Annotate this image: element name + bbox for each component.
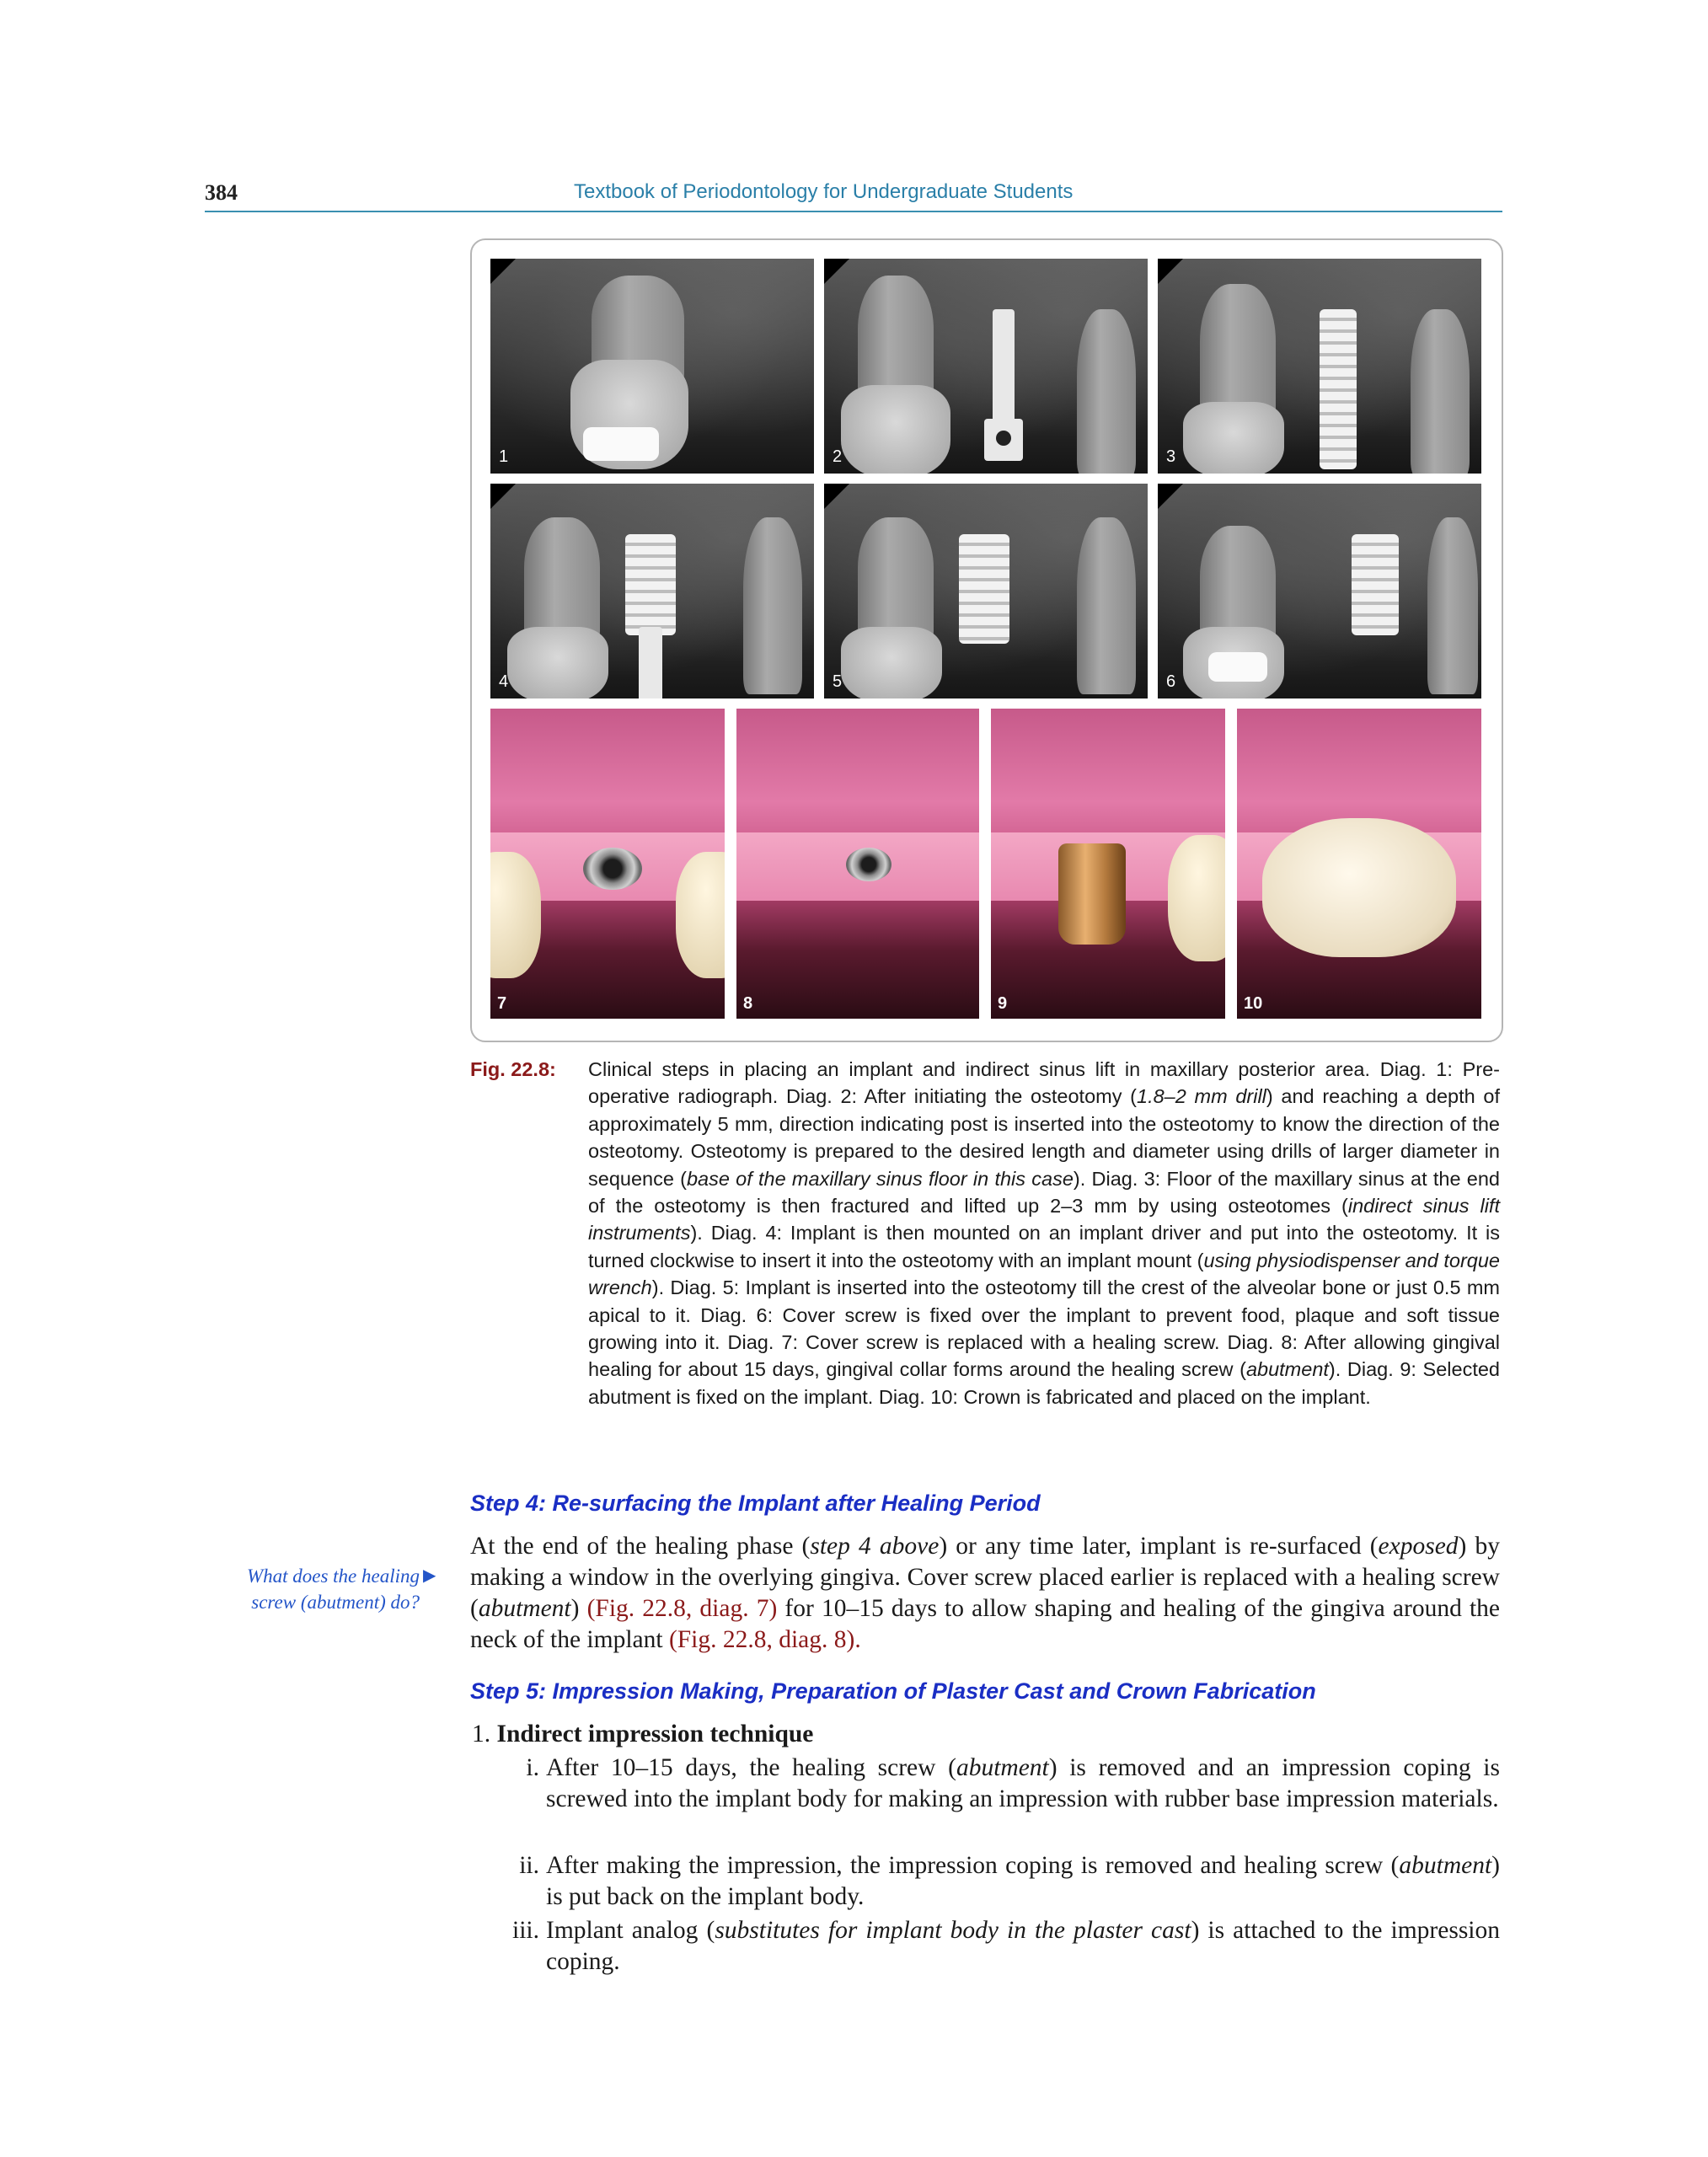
radiograph-panel-2 bbox=[824, 259, 1148, 474]
panel-number: 2 bbox=[833, 447, 843, 466]
figure-reference-link[interactable]: (Fig. 22.8, diag. 8). bbox=[668, 1626, 861, 1653]
panel-number: 7 bbox=[497, 994, 507, 1013]
panel-number: 1 bbox=[499, 447, 509, 466]
figure-label: Fig. 22.8: bbox=[470, 1058, 556, 1080]
margin-question: What does the healing screw (abutment) do? bbox=[246, 1566, 420, 1613]
step-4-paragraph: At the end of the healing phase (step 4 above) or any time later, implant is re-surfaced (exposed) by making a window in the overlying gingiva. Cover screw placed earlier is replaced with a healing screw (abutment) (Fig. 22.8, diag. 7) for 10–15 days to allow shaping and healing of the gingiva around the neck of the implant (Fig. 22.8, diag. 8). bbox=[470, 1533, 1500, 1653]
radiograph-panel-3 bbox=[1158, 259, 1481, 474]
step-5-heading: Step 5: Impression Making, Preparation of Plaster Cast and Crown Fabrication bbox=[470, 1678, 1316, 1704]
figure-reference-link[interactable]: (Fig. 22.8, diag. 7) bbox=[586, 1595, 778, 1622]
clinical-photo-panel-9 bbox=[991, 709, 1225, 1019]
panel-number: 9 bbox=[998, 994, 1008, 1013]
panel-number: 5 bbox=[833, 672, 843, 691]
panel-number: 4 bbox=[499, 672, 509, 691]
clinical-photo-panel-10 bbox=[1237, 709, 1481, 1019]
radiograph-panel-5 bbox=[824, 484, 1148, 698]
panel-number: 3 bbox=[1166, 447, 1176, 466]
list-title: 1. Indirect impression technique bbox=[472, 1721, 814, 1748]
running-title: Textbook of Periodontology for Undergraduate Students bbox=[574, 180, 1074, 203]
clinical-photo-panel-7 bbox=[490, 709, 725, 1019]
radiograph-panel-6 bbox=[1158, 484, 1481, 698]
page-header bbox=[205, 177, 1502, 212]
panel-number: 6 bbox=[1166, 672, 1176, 691]
radiograph-panel-4 bbox=[490, 484, 814, 698]
panel-number: 10 bbox=[1244, 994, 1263, 1013]
page-number: 384 bbox=[205, 180, 238, 205]
list-item: iii. Implant analog (substitutes for implant body in the plaster cast) is attached to the impression coping. bbox=[512, 1917, 1501, 1975]
step-4-heading: Step 4: Re-surfacing the Implant after Healing Period bbox=[470, 1491, 1041, 1516]
caption-text: Clinical steps in placing an implant and indirect sinus lift in maxillary posterior area. Diag. 1: Pre-operative radiograph. Diag. 2: After initiating the osteotomy (1.8–2 mm drill) and reaching a depth of approximately 5 mm, direction indicating post is inserted into the osteotomy to know the direction of the osteotomy. Osteotomy is prepared to the desired length and diameter using drills of larger diameter in sequence (base of the maxillary sinus floor in this case). Diag. 3: Floor of the maxillary sinus at the end of the osteotomy is then fractured and lifted up 2–3 mm by using osteotomes (indirect sinus lift instruments). Diag. 4: Implant is then mounted on an implant driver and put into the osteotomy. It is turned clockwise to insert it into the osteotomy with an implant mount (using physiodispenser and torque wrench). Diag. 5: Implant is inserted into the osteotomy till the crest of the alveolar bone or just 0.5 mm apical to it. Diag. 6: Cover screw is fixed over the implant to prevent food, plaque and soft tissue growing into it. Diag. 7: Cover screw is replaced with a healing screw. Diag. 8: After allowing gingival healing for about 15 days, gingival collar forms around the healing screw (abutment). Diag. 9: Selected abutment is fixed on the implant. Diag. 10: Crown is fabricated and placed on the implant. bbox=[588, 1058, 1501, 1408]
panel-number: 8 bbox=[743, 994, 753, 1013]
list-item: i. After 10–15 days, the healing screw (abutment) is removed and an impression coping is screwed into the implant body for making an impression with rubber base impression materials. bbox=[526, 1754, 1500, 1812]
clinical-photo-panel-8 bbox=[736, 709, 979, 1019]
figure-22-8 bbox=[470, 238, 1503, 1042]
radiograph-panel-1 bbox=[490, 259, 814, 474]
list-item: ii. After making the impression, the impression coping is removed and healing screw (abutment) is put back on the implant body. bbox=[519, 1852, 1500, 1910]
pointer-arrow-icon: ▶ bbox=[423, 1565, 436, 1585]
